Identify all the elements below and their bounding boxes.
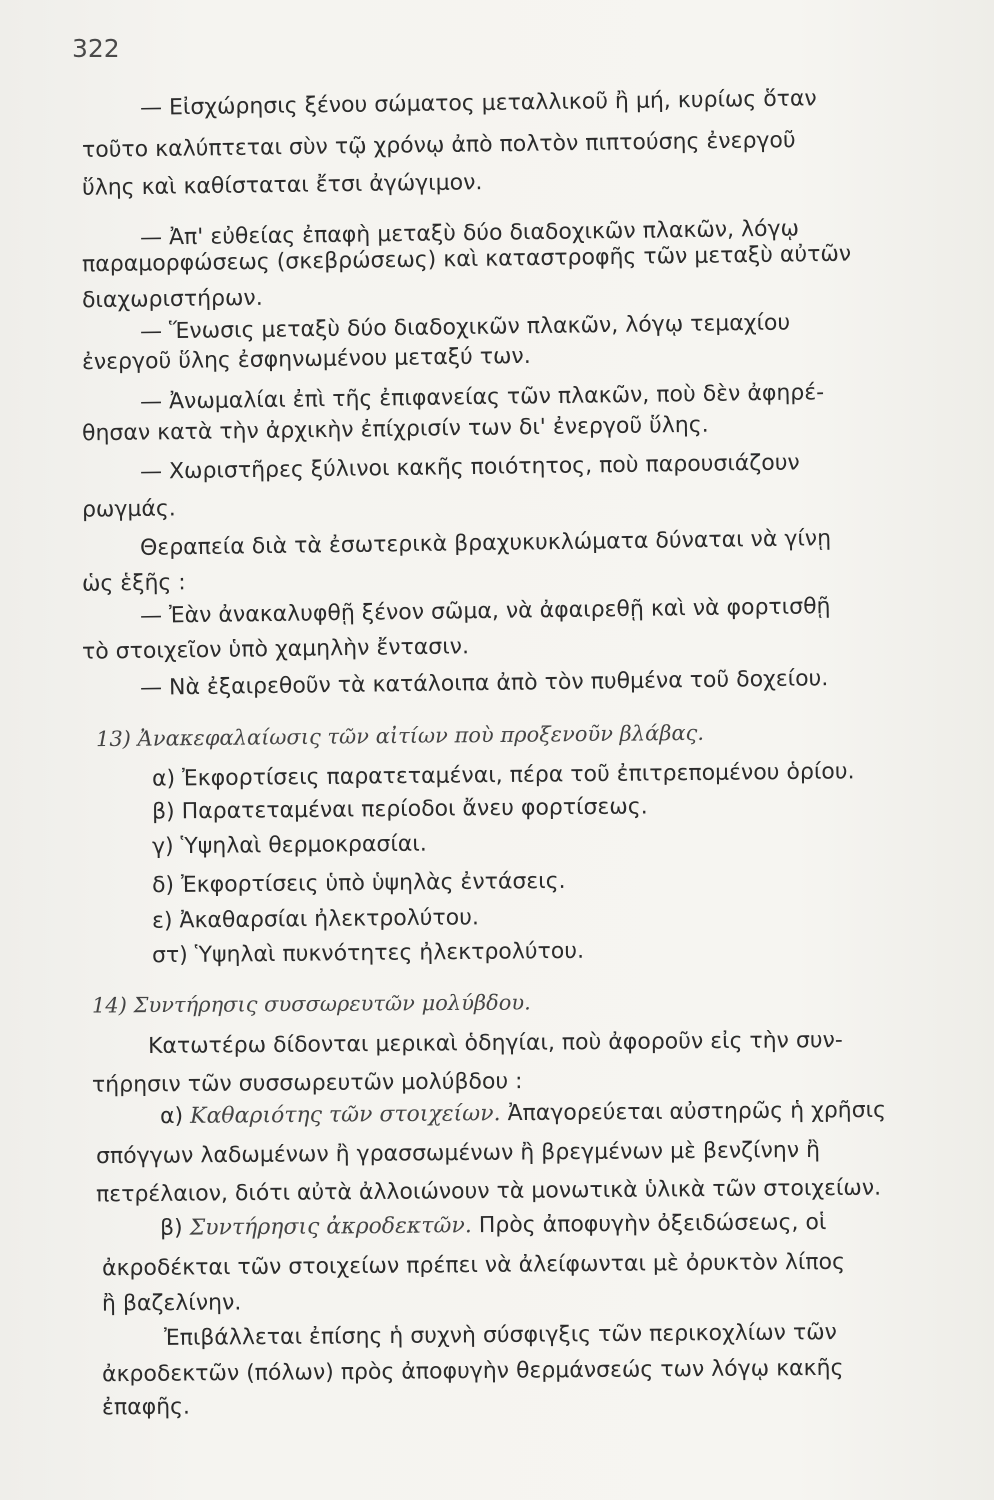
text-line: — Χωριστῆρες ξύλινοι κακῆς ποιότητος, ποὺ παρουσιάζουν bbox=[139, 450, 800, 485]
paragraph-text: Ἀπαγορεύεται αὐστηρῶς ἡ χρῆσις bbox=[500, 1097, 887, 1127]
list-item: α) Ἐκφορτίσεις παρατεταμέναι, πέρα τοῦ ἐπιτρεπομένου ὁρίου. bbox=[151, 759, 855, 792]
text-line: τὸ στοιχεῖον ὑπὸ χαμηλὴν ἔντασιν. bbox=[81, 634, 470, 665]
text-line: διαχωριστήρων. bbox=[81, 285, 263, 314]
list-item: στ) Ὑψηλαὶ πυκνότητες ἠλεκτρολύτου. bbox=[151, 938, 585, 969]
item-marker: β) bbox=[159, 1215, 190, 1241]
list-item: γ) Ὑψηλαὶ θερμοκρασίαι. bbox=[151, 831, 427, 860]
text-line: παραμορφώσεως (σκεβρώσεως) καὶ καταστροφῆς τῶν μεταξὺ αὐτῶν bbox=[81, 241, 852, 278]
list-item: ε) Ἀκαθαρσίαι ἠλεκτρολύτου. bbox=[151, 905, 480, 934]
text-line: — Νὰ ἐξαιρεθοῦν τὰ κατάλοιπα ἀπὸ τὸν πυθμένα τοῦ δοχείου. bbox=[139, 666, 829, 701]
paragraph-line: πετρέλαιον, διότι αὐτὰ ἀλλοιώνουν τὰ μονωτικὰ ὑλικὰ τῶν στοιχείων. bbox=[95, 1175, 882, 1208]
text-line: ρωγμάς. bbox=[81, 496, 176, 523]
subheading-terminals: Συντήρησις ἀκροδεκτῶν. bbox=[189, 1213, 472, 1241]
paragraph-line: ἢ βαζελίνην. bbox=[101, 1290, 242, 1317]
text-line: ἐνεργοῦ ὕλης ἐσφηνωμένου μεταξύ των. bbox=[81, 343, 531, 376]
list-item: δ) Ἐκφορτίσεις ὑπὸ ὑψηλὰς ἐντάσεις. bbox=[151, 868, 566, 899]
section-heading-14: 14) Συντήρησις συσσωρευτῶν μολύβδου. bbox=[91, 990, 531, 1018]
paragraph-line: ἀκροδέκται τῶν στοιχείων πρέπει νὰ ἀλείφωνται μὲ ὀρυκτὸν λίπος bbox=[101, 1249, 846, 1282]
paragraph-line bbox=[160, 1097, 886, 1131]
text-line: — Ἐὰν ἀνακαλυφθῇ ξένον σῶμα, νὰ ἀφαιρεθῇ καὶ νὰ φορτισθῇ bbox=[139, 594, 831, 629]
text-line: — Εἰσχώρησις ξένου σώματος μεταλλικοῦ ἢ μή, κυρίως ὅταν bbox=[139, 86, 817, 121]
text-line: τοῦτο καλύπτεται σὺν τῷ χρόνῳ ἀπὸ πολτὸν πιπτούσης ἐνεργοῦ bbox=[81, 128, 796, 163]
paragraph-line: Ἐπιβάλλεται ἐπίσης ἡ συχνὴ σύσφιγξις τῶν περικοχλίων τῶν bbox=[163, 1320, 837, 1351]
text-line: — Ἀνωμαλίαι ἐπὶ τῆς ἐπιφανείας τῶν πλακῶν, ποὺ δὲν ἀφηρέ- bbox=[139, 380, 825, 415]
text-line: ὡς ἑξῆς : bbox=[81, 570, 186, 597]
text-line: Θεραπεία διὰ τὰ ἐσωτερικὰ βραχυκυκλώματα δύναται νὰ γίνῃ bbox=[139, 526, 832, 561]
paragraph-line: τήρησιν τῶν συσσωρευτῶν μολύβδου : bbox=[91, 1069, 523, 1098]
text-line: θησαν κατὰ τὴν ἀρχικὴν ἐπίχρισίν των δι' ἐνεργοῦ ὕλης. bbox=[81, 412, 709, 447]
text-line: ὕλης καὶ καθίσταται ἔτσι ἀγώγιμον. bbox=[81, 170, 483, 201]
text-line: — Ἀπ' εὐθείας ἐπαφὴ μεταξὺ δύο διαδοχικῶν πλακῶν, λόγῳ bbox=[139, 216, 800, 251]
paragraph-line: ἀκροδεκτῶν (πόλων) πρὸς ἀποφυγὴν θερμάνσεώς των λόγῳ κακῆς bbox=[101, 1355, 844, 1388]
page-number: 322 bbox=[72, 34, 120, 63]
paragraph-line: Κατωτέρω δίδονται μερικαὶ ὁδηγίαι, ποὺ ἀφοροῦν εἰς τὴν συν- bbox=[147, 1027, 843, 1060]
subheading-cleanliness: Καθαριότης τῶν στοιχείων. bbox=[189, 1101, 501, 1129]
section-heading-13: 13) Ἀνακεφαλαίωσις τῶν αἰτίων ποὺ προξενοῦν βλάβας. bbox=[95, 720, 705, 752]
paragraph-line: σπόγγων λαδωμένων ἢ γρασσωμένων ἢ βρεγμένων μὲ βενζίνην ἢ bbox=[95, 1137, 821, 1170]
paragraph-line: ἐπαφῆς. bbox=[101, 1394, 191, 1421]
text-line: — Ἕνωσις μεταξὺ δύο διαδοχικῶν πλακῶν, λόγῳ τεμαχίου bbox=[139, 310, 791, 345]
paragraph-line bbox=[160, 1209, 827, 1243]
paragraph-text: Πρὸς ἀποφυγὴν ὀξειδώσεως, οἱ bbox=[471, 1210, 827, 1239]
list-item: β) Παρατεταμέναι περίοδοι ἄνευ φορτίσεως. bbox=[151, 794, 648, 825]
item-marker: α) bbox=[159, 1103, 191, 1130]
